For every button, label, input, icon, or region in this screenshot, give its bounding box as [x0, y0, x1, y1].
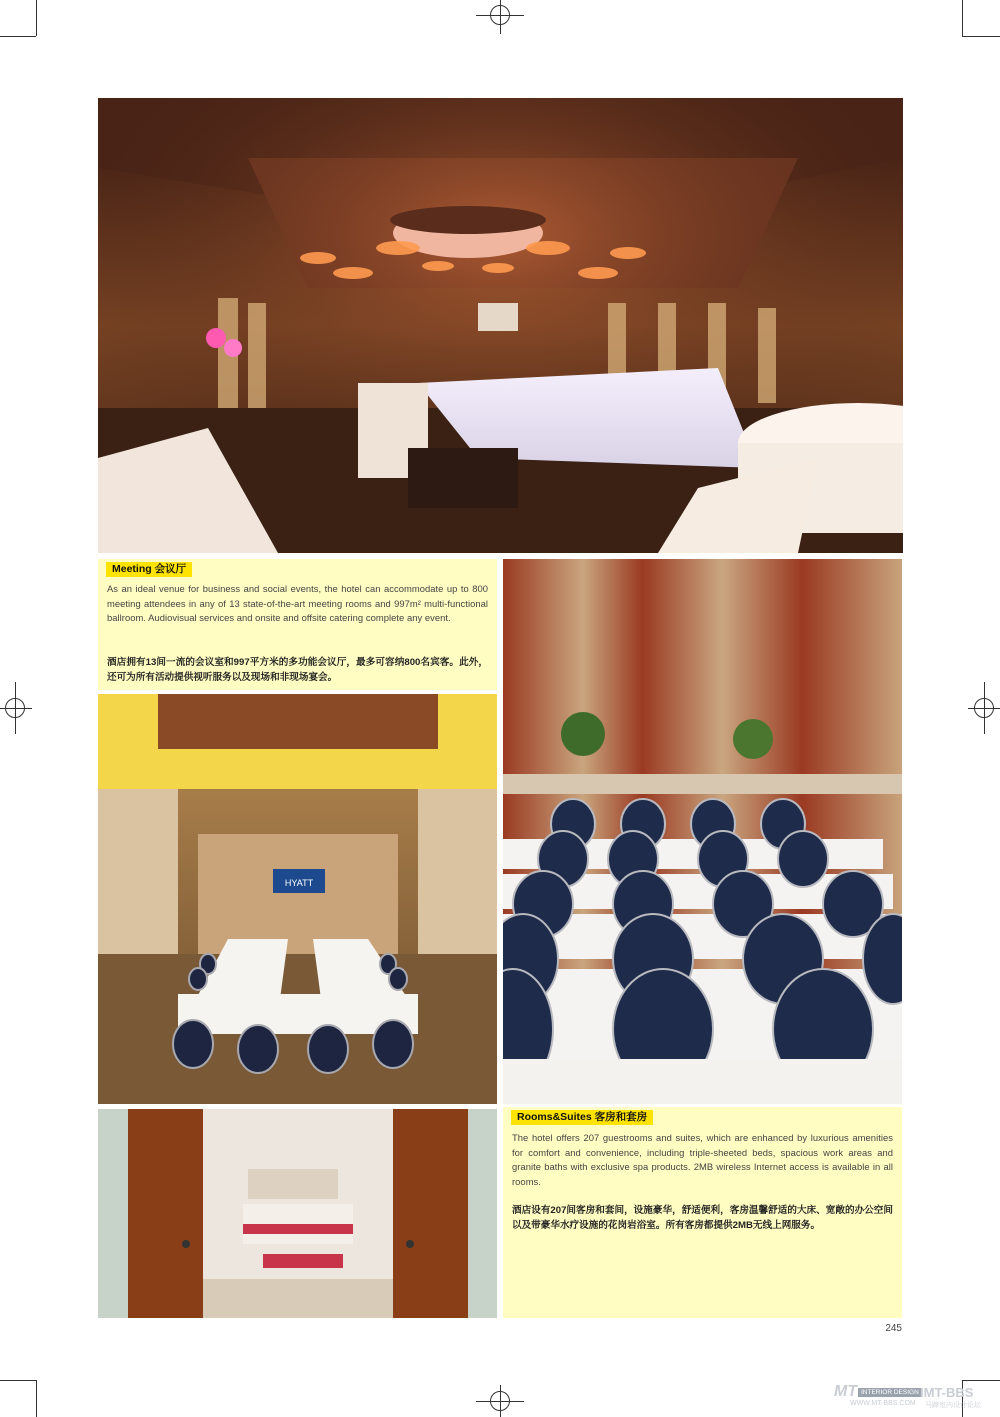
rooms-description-cn: 酒店设有207间客房和套间，设施豪华，舒适便利，客房温馨舒适的大床、宽敞的办公空间以及带豪华水疗设施的花岗岩浴室。所有客房都提供2MB无线上网服务。: [512, 1205, 893, 1231]
watermark-badge: INTERIOR DESIGN: [858, 1388, 922, 1397]
ballroom-photo: [98, 98, 903, 553]
meeting-description-cn: 酒店拥有13间一流的会议室和997平方米的多功能会议厅，最多可容纳800名宾客。此外，还可为所有活动提供视听服务以及现场和非现场宴会。: [107, 657, 488, 683]
classroom-setup-photo: [503, 559, 902, 1104]
page-number: 245: [885, 1323, 902, 1334]
rooms-description-en: The hotel offers 207 guestrooms and suites, which are enhanced by luxurious amenities for comfort and convenience, including triple-sheeted beds, spacious work areas and granite baths with exclusive spa products. 2MB wireless Internet access is available in all rooms.: [512, 1132, 893, 1187]
meeting-description-en: As an ideal venue for business and social events, the hotel can accommodate up to 800 meeting attendees in any of 13 state-of-the-art meeting rooms and 997m² multi-functional ballroom. Audiovisual services and onsite and offsite catering complete any event.: [107, 583, 488, 624]
watermark-url: WWW.MT-BBS.COM: [850, 1400, 916, 1407]
guestroom-photo: [98, 1109, 497, 1318]
watermark-site: IMT-BBS: [920, 1385, 974, 1400]
watermark-logo: MT: [834, 1383, 858, 1400]
watermark-subtitle: 马蹄室内设计论坛: [925, 1402, 981, 1409]
conference-screen-text: HYATT: [284, 878, 314, 888]
boardroom-photo: [98, 694, 497, 1104]
meeting-heading: Meeting 会议厅: [106, 562, 192, 577]
rooms-panel: [503, 1107, 902, 1318]
meeting-panel: [98, 559, 497, 690]
rooms-heading: Rooms&Suites 客房和套房: [511, 1110, 653, 1125]
